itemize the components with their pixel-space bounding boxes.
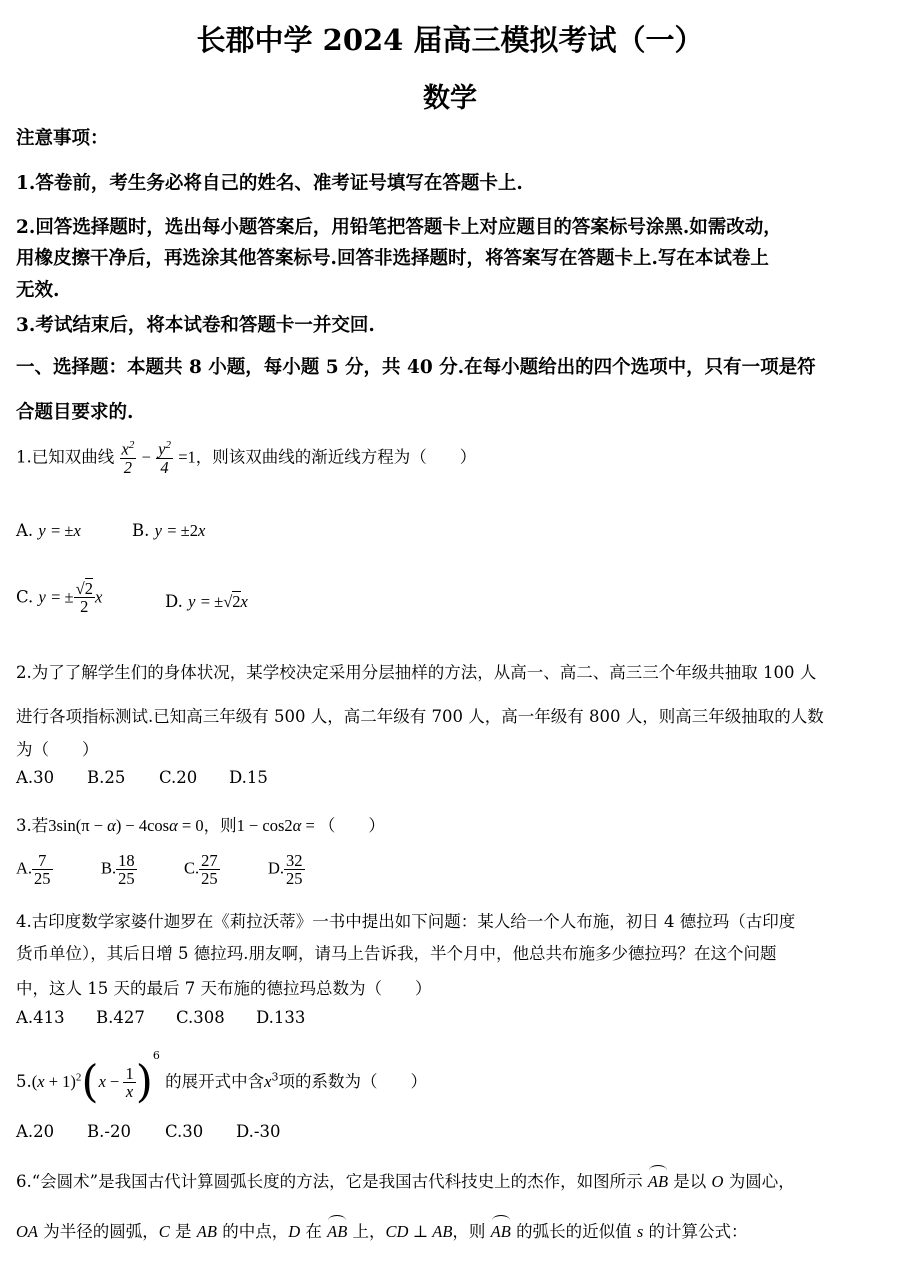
question-2-line3: 为（ ） [16,740,99,759]
q5-option-b: B.-20 [87,1122,131,1141]
q2-option-a: A.30 [16,768,55,787]
notice-item-3: 3.考试结束后，将本试卷和答题卡一并交回. [16,315,375,336]
q5-option-a: A.20 [16,1122,55,1141]
subject-title: 数学 [423,83,477,114]
q3-option-d: D. $\frac{32}{25}$ [268,851,303,889]
q5-option-d: D.-30 [236,1122,281,1141]
q4-option-b: B.427 [96,1008,145,1027]
q1-frac-x: $\frac{x^2}{2}$ [121,439,135,477]
question-1: 1.已知双曲线 $\frac{x^2}{2}$ − $\frac{y^2}{4}$ =1，则该双曲线的渐近线方程为（ ） [16,439,477,477]
q2-option-d: D.15 [229,768,268,787]
notice-item-2-line1: 2.回答选择题时，选出每小题答案后，用铅笔把答题卡上对应题目的答案标号涂黑.如需改动， [16,217,782,238]
section-heading-line1: 一、选择题：本题共 8 小题，每小题 5 分，共 40 分.在每小题给出的四个选项中，只有一项是符 [16,357,816,378]
notice-item-2-line2: 用橡皮擦干净后，再选涂其他答案标号.回答非选择题时，将答案写在答题卡上.写在本试卷上 [16,248,769,269]
q4-option-a: A.413 [16,1008,65,1027]
question-6-line2: OA 为半径的圆弧，C 是 AB 的中点，D 在 AB 上，CD ⊥ AB，则 AB 的弧长的近似值 s 的计算公式： [16,1218,748,1242]
q1-option-d: D. y = ±√2x [165,592,248,611]
q3-option-a: A. $\frac{7}{25}$ [16,851,51,889]
question-1-suffix: ，则该双曲线的渐近线方程为（ ） [195,447,477,467]
q1-option-c: C. y = ± $\frac{√2}{2}$ x [16,579,103,617]
q1-option-b: B. y = ±2x [132,521,206,540]
q3-option-c: C. $\frac{27}{25}$ [184,851,218,889]
q5-option-c: C.30 [165,1122,204,1141]
page-title: 长郡中学 2024 届高三模拟考试（一） [196,23,704,57]
notice-heading: 注意事项： [16,128,109,149]
section-heading-line2: 合题目要求的. [16,402,134,423]
q3-option-b: B. $\frac{18}{25}$ [101,851,135,889]
question-4-line3: 中，这人 15 天的最后 7 天布施的德拉玛总数为（ ） [16,979,432,998]
notice-item-1: 1.答卷前，考生务必将自己的姓名、准考证号填写在答题卡上. [16,173,523,194]
question-2-line2: 进行各项指标测试.已知高三年级有 500 人，高二年级有 700 人，高一年级有 800 人，则高三年级抽取的人数 [16,707,824,726]
notice-item-2-line3: 无效. [16,280,60,301]
question-4-line2: 货币单位），其后日增 5 德拉玛.朋友啊，请马上告诉我，半个月中，他总共布施多少德拉玛？在这个问题 [16,944,777,963]
question-6-line1: 6.“会圆术”是我国古代计算圆弧长度的方法，它是我国古代科技史上的杰作，如图所示 AB 是以 O 为圆心， [16,1168,795,1192]
question-3: 3.若3sin(π − α) − 4cosα = 0，则1 − cos2α = （ ） [16,816,385,835]
question-5: $5.(x + 1)^2(x$ − $\frac{1}{x}$ )$^6$ 的展开式中含$x^3$项的系数为（ ） [16,1049,427,1108]
q1-frac-y: $\frac{y^2}{4}$ [158,439,171,477]
q4-option-d: D.133 [256,1008,306,1027]
q2-option-b: B.25 [87,768,126,787]
question-2-line1: 2.为了了解学生们的身体状况，某学校决定采用分层抽样的方法，从高一、高二、高三三个年级共抽取 100 人 [16,663,817,682]
q2-option-c: C.20 [159,768,198,787]
question-4-line1: 4.古印度数学家婆什迦罗在《莉拉沃蒂》一书中提出如下问题：某人给一个人布施，初日 4 德拉玛（古印度 [16,912,796,931]
q1-option-a: A. y = ±x [16,521,81,540]
question-1-prefix: 1.已知双曲线 [16,447,115,467]
q4-option-c: C.308 [176,1008,225,1027]
